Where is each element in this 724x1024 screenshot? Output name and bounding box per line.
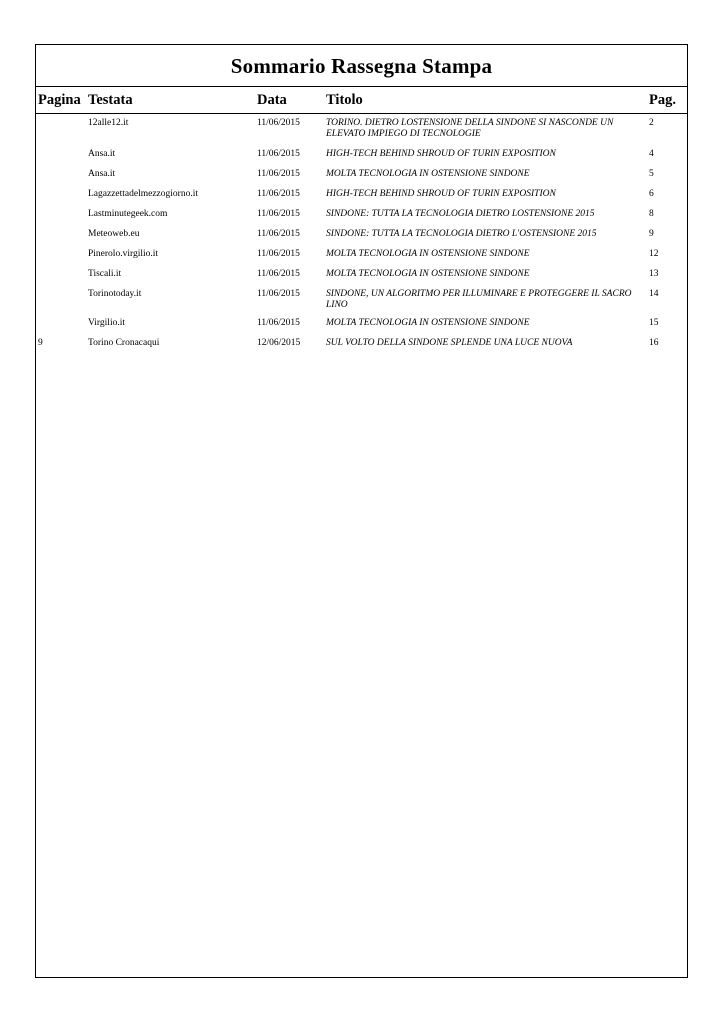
cell-testata: Torino Cronacaqui bbox=[88, 338, 160, 348]
header-pagina: Pagina bbox=[38, 92, 81, 108]
page-title: Sommario Rassegna Stampa bbox=[230, 54, 493, 78]
table-row bbox=[36, 289, 687, 318]
cell-data: 11/06/2015 bbox=[257, 149, 300, 159]
cell-testata: Meteoweb.eu bbox=[88, 229, 140, 239]
header-titolo: Titolo bbox=[326, 92, 363, 108]
table-row bbox=[36, 229, 687, 249]
cell-titolo: SINDONE, UN ALGORITMO PER ILLUMINARE E PROTEGGERE IL SACRO LINO bbox=[326, 289, 632, 310]
table-header bbox=[36, 87, 687, 114]
cell-data: 12/06/2015 bbox=[257, 338, 301, 348]
table-body bbox=[36, 118, 687, 358]
cell-titolo: MOLTA TECNOLOGIA IN OSTENSIONE SINDONE bbox=[326, 318, 530, 328]
cell-titolo: HIGH-TECH BEHIND SHROUD OF TURIN EXPOSITION bbox=[326, 189, 556, 199]
cell-pag: 2 bbox=[649, 118, 654, 128]
header-data: Data bbox=[257, 92, 287, 108]
cell-pag: 14 bbox=[649, 289, 659, 299]
cell-testata: Tiscali.it bbox=[88, 269, 122, 279]
cell-pag: 12 bbox=[649, 249, 659, 259]
cell-titolo: TORINO. DIETRO LOSTENSIONE DELLA SINDONE SI NASCONDE UN ELEVATO IMPIEGO DI TECNOLOGIE bbox=[326, 118, 614, 139]
cell-titolo: SINDONE: TUTTA LA TECNOLOGIA DIETRO L'OSTENSIONE 2015 bbox=[326, 229, 597, 239]
cell-testata: Virgilio.it bbox=[88, 318, 125, 328]
table-row bbox=[36, 249, 687, 269]
table-row bbox=[36, 318, 687, 338]
cell-titolo: SINDONE: TUTTA LA TECNOLOGIA DIETRO LOSTENSIONE 2015 bbox=[326, 209, 595, 219]
cell-pag: 8 bbox=[649, 209, 654, 219]
cell-testata: Pinerolo.virgilio.it bbox=[88, 249, 159, 259]
cell-pag: 16 bbox=[649, 338, 659, 348]
table-row bbox=[36, 118, 687, 149]
cell-titolo: SUL VOLTO DELLA SINDONE SPLENDE UNA LUCE NUOVA bbox=[326, 338, 573, 348]
cell-data: 11/06/2015 bbox=[257, 169, 300, 179]
table-row bbox=[36, 338, 687, 358]
cell-data: 11/06/2015 bbox=[257, 289, 300, 299]
cell-titolo: MOLTA TECNOLOGIA IN OSTENSIONE SINDONE bbox=[326, 249, 530, 259]
summary-frame bbox=[35, 44, 688, 978]
cell-data: 11/06/2015 bbox=[257, 209, 300, 219]
cell-testata: 12alle12.it bbox=[88, 118, 129, 128]
cell-pagina: 9 bbox=[38, 338, 43, 348]
cell-testata: Ansa.it bbox=[88, 169, 116, 179]
table-row bbox=[36, 169, 687, 189]
cell-data: 11/06/2015 bbox=[257, 318, 300, 328]
header-pag: Pag. bbox=[649, 92, 676, 108]
cell-pag: 9 bbox=[649, 229, 654, 239]
cell-pag: 5 bbox=[649, 169, 654, 179]
table-row bbox=[36, 149, 687, 169]
header-testata: Testata bbox=[88, 92, 133, 108]
cell-titolo: MOLTA TECNOLOGIA IN OSTENSIONE SINDONE bbox=[326, 169, 530, 179]
cell-data: 11/06/2015 bbox=[257, 118, 300, 128]
cell-testata: Torinotoday.it bbox=[88, 289, 142, 299]
cell-data: 11/06/2015 bbox=[257, 229, 300, 239]
cell-data: 11/06/2015 bbox=[257, 249, 300, 259]
cell-testata: Lagazzettadelmezzogiorno.it bbox=[88, 189, 198, 199]
table-row bbox=[36, 189, 687, 209]
cell-titolo: HIGH-TECH BEHIND SHROUD OF TURIN EXPOSITION bbox=[326, 149, 556, 159]
cell-data: 11/06/2015 bbox=[257, 189, 300, 199]
cell-testata: Lastminutegeek.com bbox=[88, 209, 168, 219]
cell-pag: 4 bbox=[649, 149, 654, 159]
title-bar bbox=[36, 45, 687, 87]
cell-pag: 13 bbox=[649, 269, 659, 279]
cell-titolo: MOLTA TECNOLOGIA IN OSTENSIONE SINDONE bbox=[326, 269, 530, 279]
cell-pag: 6 bbox=[649, 189, 654, 199]
table-row bbox=[36, 269, 687, 289]
cell-pag: 15 bbox=[649, 318, 659, 328]
cell-testata: Ansa.it bbox=[88, 149, 116, 159]
cell-data: 11/06/2015 bbox=[257, 269, 300, 279]
table-row bbox=[36, 209, 687, 229]
